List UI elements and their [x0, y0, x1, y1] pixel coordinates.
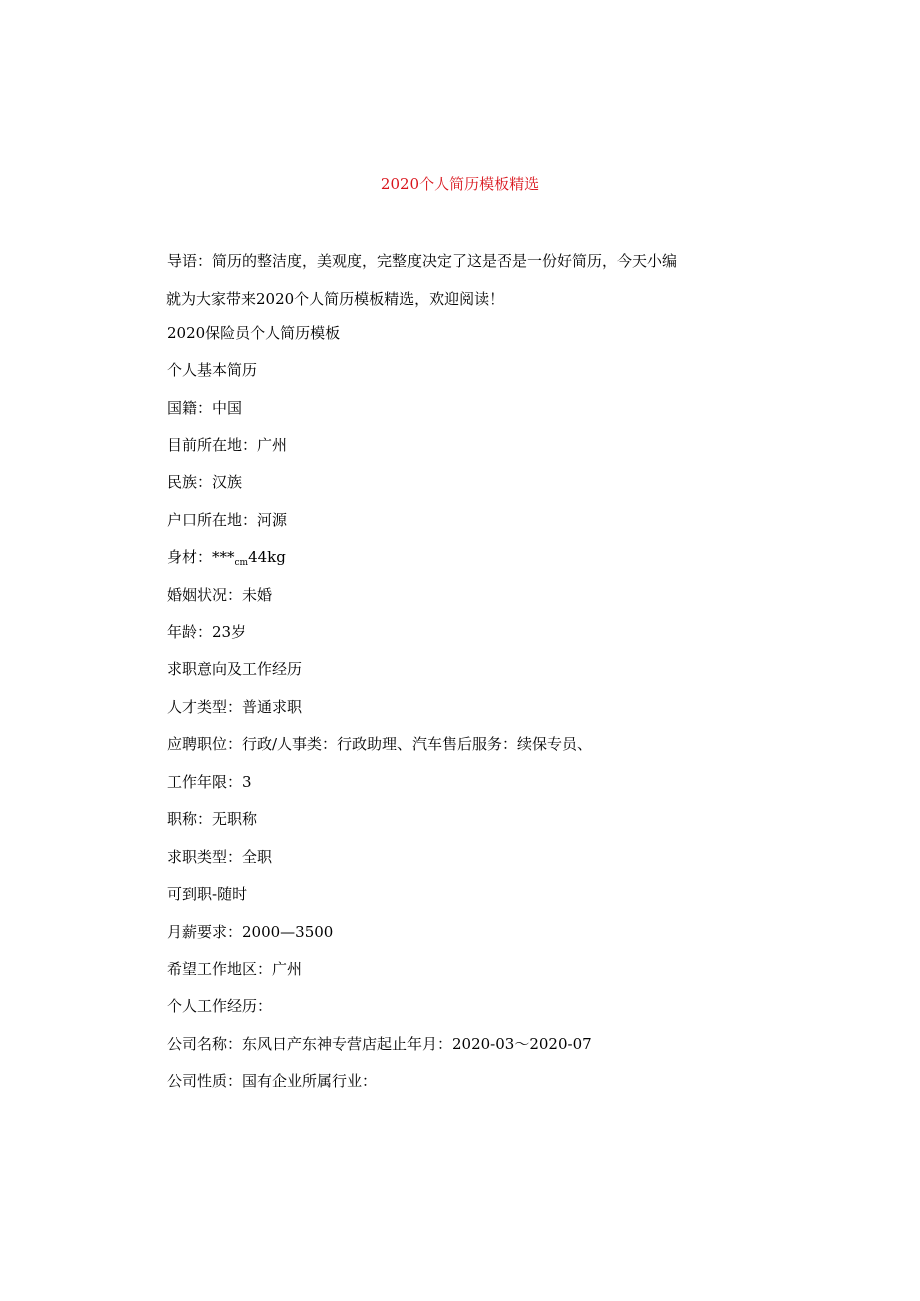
nationality-line: 国籍：中国	[167, 399, 243, 417]
talent-type-line: 人才类型：普通求职	[167, 698, 303, 716]
work-experience-heading: 个人工作经历：	[167, 997, 273, 1015]
resume-template-heading: 2020保险员个人简历模板	[167, 324, 341, 342]
company-name-line: 公司名称：东风日产东神专营店起止年月：2020-03～2020-07	[167, 1035, 592, 1053]
work-years-line: 工作年限：3	[167, 773, 252, 791]
salary-line: 月薪要求：2000—3500	[167, 923, 334, 941]
height-unit: cm	[234, 558, 249, 568]
intro-paragraph	[167, 242, 757, 318]
weight-value: 44kg	[248, 548, 286, 566]
job-type-line: 求职类型：全职	[167, 848, 273, 866]
company-nature-line: 公司性质：国有企业所属行业：	[167, 1072, 378, 1090]
household-registration-line: 户口所在地：河源	[167, 511, 288, 529]
ethnicity-line: 民族：汉族	[167, 473, 243, 491]
age-line: 年龄：23岁	[167, 623, 247, 641]
physique-line	[167, 545, 286, 575]
section-basic-info-heading: 个人基本简历	[167, 361, 258, 379]
professional-title-line: 职称：无职称	[167, 810, 258, 828]
intro-line-1: 导语：简历的整洁度，美观度，完整度决定了这是否是一份好简历，今天小编	[167, 252, 678, 270]
intro-line-2: 就为大家带来2020个人简历模板精选，欢迎阅读！	[166, 290, 505, 308]
section-job-intent-heading: 求职意向及工作经历	[167, 660, 303, 678]
preferred-region-line: 希望工作地区：广州	[167, 960, 303, 978]
marital-status-line: 婚姻状况：未婚	[167, 586, 273, 604]
applied-position-line: 应聘职位：行政/人事类：行政助理、汽车售后服务：续保专员、	[167, 735, 593, 753]
physique-label: 身材：***	[167, 548, 235, 566]
document-title: 2020个人简历模板精选	[380, 175, 540, 193]
current-location-line: 目前所在地：广州	[167, 436, 288, 454]
availability-line: 可到职-随时	[167, 885, 248, 903]
